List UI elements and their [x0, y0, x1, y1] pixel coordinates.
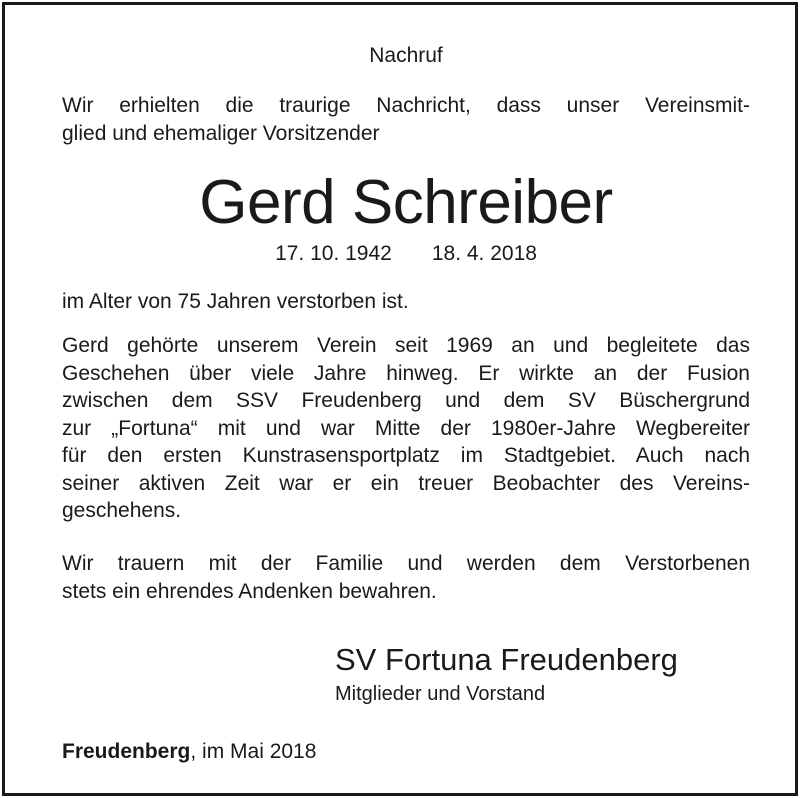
closing-line: Wir trauern mit der Familie und werden dem Verstorbenen [62, 552, 750, 575]
date-text: , im Mai 2018 [190, 740, 317, 763]
organization-subtitle: Mitglieder und Vorstand [335, 683, 546, 705]
death-date: 18. 4. 2018 [431, 242, 537, 265]
deceased-name: Gerd Schreiber [199, 168, 613, 237]
life-dates [62, 241, 750, 267]
age-line: im Alter von 75 Jahren verstorben ist. [62, 290, 409, 313]
body-line: zwischen dem SSV Freudenberg und dem SV Büschergrund [62, 389, 750, 412]
closing-line: stets ein ehrendes Andenken bewahren. [62, 579, 437, 603]
notice-heading: Nachruf [369, 44, 443, 67]
age-paragraph [62, 288, 750, 316]
body-line: zur „Fortuna“ mit und war Mitte der 1980er-Jahre Wegbereiter [62, 416, 750, 440]
body-line: geschehens. [62, 499, 182, 522]
intro-line: Wir erhielten die traurige Nachricht, dass unser Vereinsmit- [62, 94, 750, 117]
place-name: Freudenberg [62, 740, 191, 763]
body-line: Geschehen über viele Jahre hinweg. Er wirkte an der Fusion [62, 361, 750, 385]
closing-paragraph [62, 550, 750, 605]
intro-paragraph [62, 92, 750, 147]
organization-name: SV Fortuna Freudenberg [335, 642, 678, 677]
body-line: seiner aktiven Zeit war er ein treuer Beobachter des Vereins- [62, 471, 750, 495]
body-line: für den ersten Kunstrasensportplatz im Stadtgebiet. Auch nach [62, 444, 750, 467]
body-paragraph [62, 332, 750, 525]
body-line: Gerd gehörte unserem Verein seit 1969 an und begleitete das [62, 334, 750, 357]
intro-line: glied und ehemaliger Vorsitzender [62, 121, 380, 145]
notice-frame [2, 2, 798, 796]
birth-date: 17. 10. 1942 [275, 242, 392, 265]
place-date-line [62, 739, 316, 765]
